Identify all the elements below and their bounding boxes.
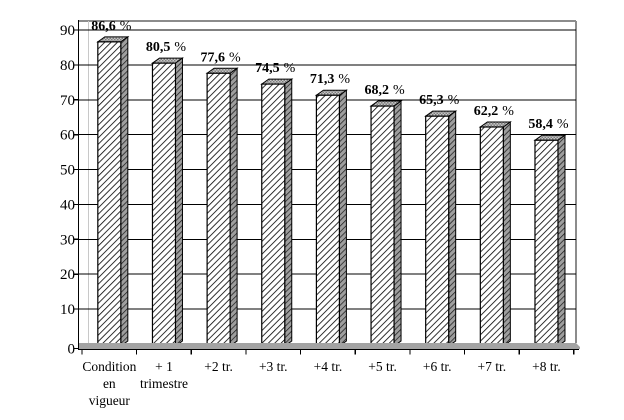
- data-label-percent: %: [556, 117, 569, 133]
- data-label-value: 74,5: [255, 61, 280, 77]
- data-label-1: [146, 40, 187, 55]
- y-tick-label-10: 10: [60, 302, 75, 319]
- bar-group-6: [426, 111, 456, 346]
- data-label-value: 71,3: [309, 72, 335, 88]
- data-label-percent: %: [283, 61, 296, 77]
- data-label-percent: %: [502, 103, 514, 119]
- x-category-label-0-line-0: Condition: [82, 359, 137, 374]
- x-category-label-6-line-0: +6 tr.: [422, 359, 452, 374]
- y-tick-label-20: 20: [60, 267, 75, 284]
- bar-group-5: [371, 101, 401, 346]
- data-label-percent: %: [447, 93, 460, 109]
- data-label-5: [364, 83, 405, 98]
- bar-front-face: [262, 84, 285, 346]
- y-tick-label-0: 0: [67, 341, 75, 358]
- y-tick-label-70: 70: [60, 92, 75, 109]
- x-category-label-1-line-1: trimestre: [139, 376, 188, 391]
- bar-side-face: [503, 122, 510, 346]
- data-label-value: 86,6: [91, 18, 116, 34]
- y-tick-label-90: 90: [60, 23, 75, 39]
- x-category-label-1-line-0: + 1: [155, 359, 173, 374]
- data-label-0: [91, 19, 132, 34]
- bar-group-3: [262, 79, 292, 346]
- bar-group-0: [98, 37, 128, 346]
- bar-group-2: [207, 68, 237, 346]
- bar-group-4: [316, 90, 346, 346]
- bar-front-face: [480, 127, 503, 346]
- bar-front-face: [98, 42, 121, 346]
- data-label-percent: %: [338, 72, 350, 88]
- bar-group-1: [152, 58, 182, 346]
- bar-side-face: [394, 101, 401, 346]
- y-tick-label-40: 40: [60, 197, 75, 214]
- x-category-label-5-line-0: +5 tr.: [368, 359, 397, 374]
- data-label-percent: %: [174, 40, 187, 56]
- chart-floor: [78, 343, 580, 349]
- x-category-label-4-line-0: +4 tr.: [313, 359, 343, 374]
- data-label-value: 80,5: [145, 40, 171, 56]
- y-tick-label-80: 80: [60, 57, 75, 74]
- bar-group-8: [535, 135, 565, 346]
- bar-side-face: [175, 58, 182, 346]
- bar-front-face: [152, 63, 175, 346]
- data-label-value: 68,2: [364, 83, 389, 99]
- bar-side-face: [230, 68, 237, 346]
- y-tick-label-50: 50: [60, 162, 75, 179]
- bar-side-face: [285, 79, 292, 346]
- bar-side-face: [121, 37, 128, 346]
- data-label-value: 62,2: [473, 103, 499, 119]
- data-label-value: 65,3: [419, 93, 444, 109]
- bar-front-face: [371, 106, 394, 346]
- data-label-7: [474, 104, 515, 119]
- x-category-label-0-line-2: vigueur: [88, 393, 130, 408]
- x-category-label-3-line-0: +3 tr.: [258, 359, 288, 374]
- data-label-value: 77,6: [200, 50, 226, 66]
- data-label-4: [310, 72, 351, 87]
- bar-front-face: [535, 140, 558, 346]
- x-category-label-8-line-0: +8 tr.: [532, 359, 561, 374]
- bar-group-7: [480, 122, 510, 346]
- bar-side-face: [558, 135, 565, 346]
- bar-side-face: [449, 111, 456, 346]
- data-label-percent: %: [229, 50, 241, 66]
- y-tick-label-30: 30: [60, 232, 75, 249]
- x-category-label-7-line-0: +7 tr.: [477, 359, 507, 374]
- bar-side-face: [339, 90, 346, 346]
- bar-front-face: [426, 116, 449, 346]
- bar-front-face: [207, 73, 230, 346]
- data-label-6: [419, 93, 460, 108]
- data-label-percent: %: [119, 18, 132, 34]
- data-label-value: 58,4: [528, 117, 553, 133]
- data-label-percent: %: [392, 83, 405, 99]
- data-label-8: [528, 117, 569, 132]
- x-category-label-0-line-1: en: [102, 376, 116, 391]
- data-label-3: [255, 61, 296, 76]
- y-tick-label-60: 60: [60, 127, 75, 144]
- data-label-2: [201, 50, 242, 65]
- bar-front-face: [316, 95, 339, 346]
- x-category-label-2-line-0: +2 tr.: [204, 359, 233, 374]
